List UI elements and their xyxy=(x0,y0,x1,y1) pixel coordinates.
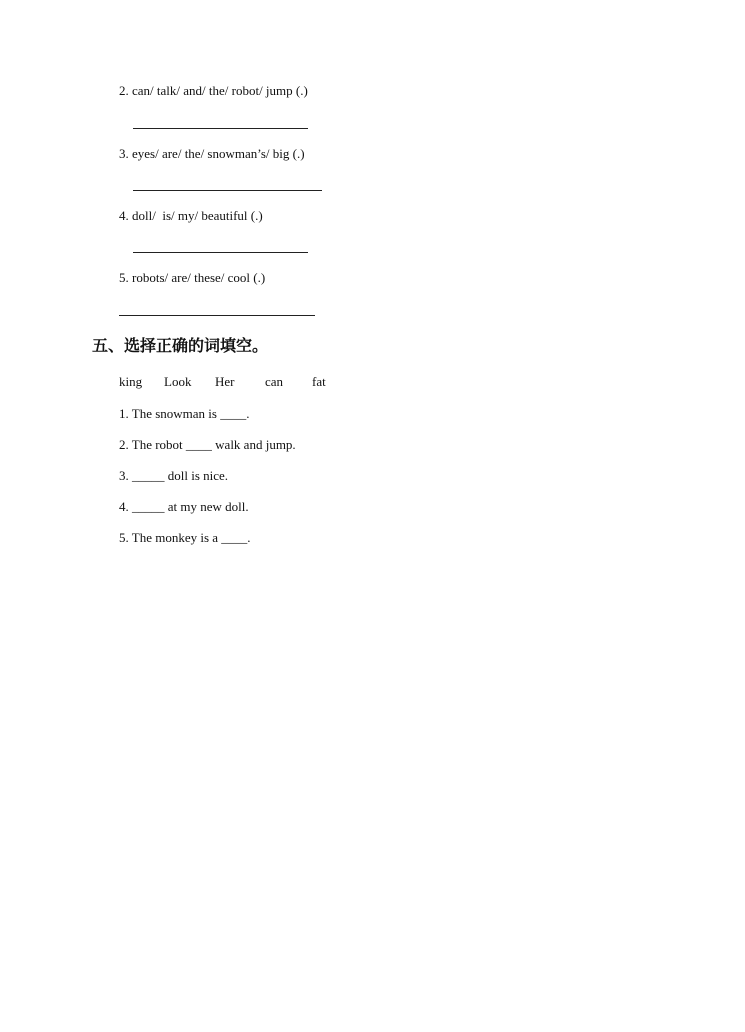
answer-line-3 xyxy=(133,190,322,191)
fill-question-3: 3. _____ doll is nice. xyxy=(119,468,229,483)
section-heading: 五、选择正确的词填空。 xyxy=(92,336,269,355)
answer-line-4 xyxy=(133,252,308,253)
word-bank-item: can xyxy=(265,374,284,389)
word-bank xyxy=(119,374,349,390)
word-bank-item: king xyxy=(119,374,143,389)
word-bank-item: Look xyxy=(164,374,192,389)
word-bank-item: Her xyxy=(215,374,235,389)
question-2: 2. can/ talk/ and/ the/ robot/ jump (.) xyxy=(119,83,308,98)
question-4: 4. doll/ is/ my/ beautiful (.) xyxy=(119,208,263,223)
answer-line-5 xyxy=(119,315,315,316)
fill-question-5: 5. The monkey is a ____. xyxy=(119,530,251,545)
word-bank-item: fat xyxy=(312,374,326,389)
question-5: 5. robots/ are/ these/ cool (.) xyxy=(119,270,266,285)
fill-question-2: 2. The robot ____ walk and jump. xyxy=(119,437,296,452)
fill-question-1: 1. The snowman is ____. xyxy=(119,406,250,421)
question-3: 3. eyes/ are/ the/ snowman’s/ big (.) xyxy=(119,146,305,161)
answer-line-2 xyxy=(133,128,308,129)
fill-question-4: 4. _____ at my new doll. xyxy=(119,499,249,514)
